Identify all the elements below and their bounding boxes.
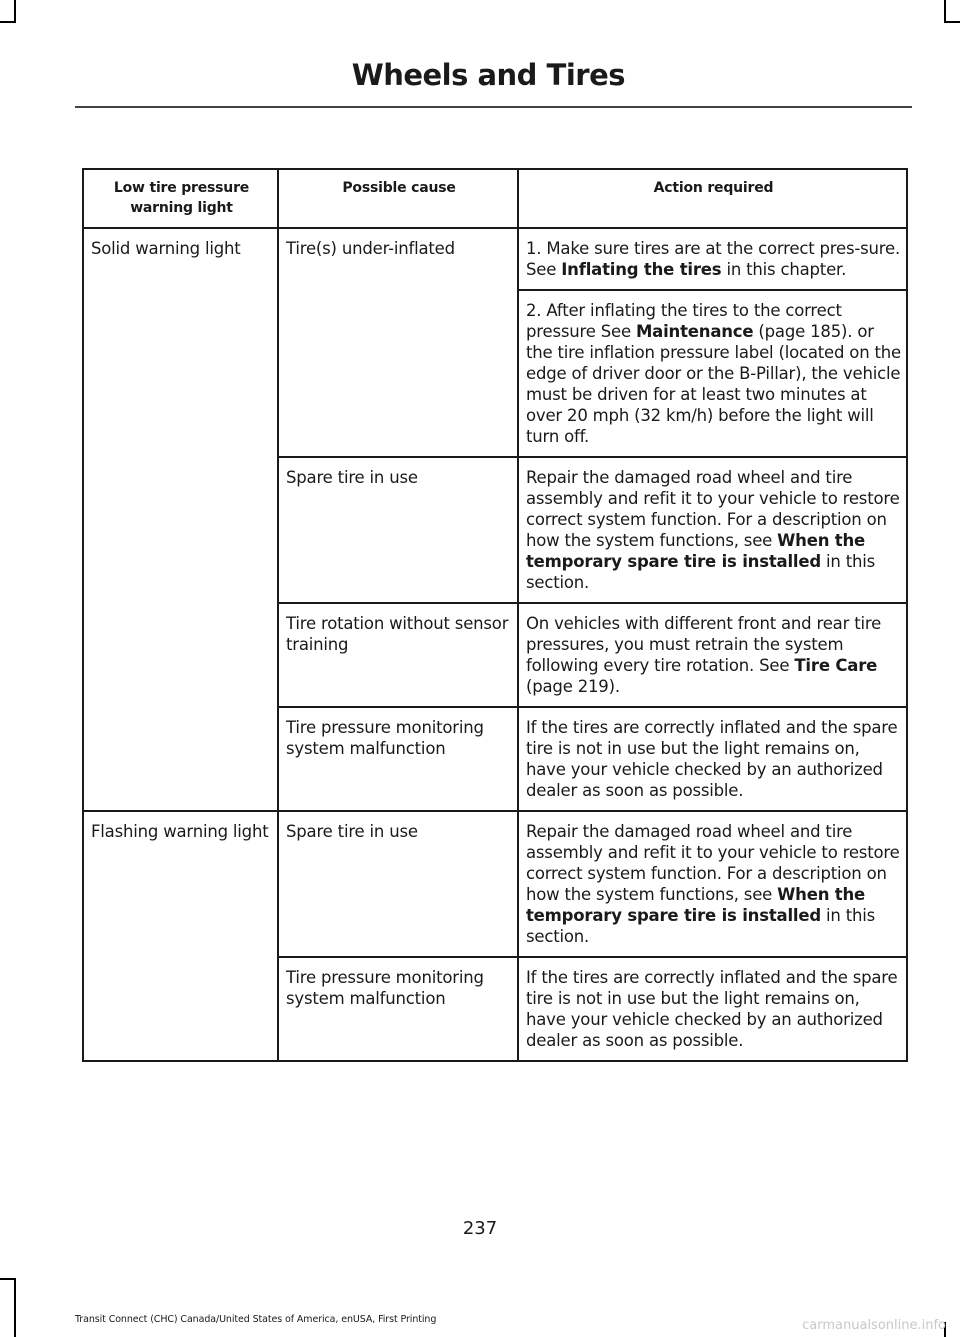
action-text: On vehicles with different front and rear tire pressures, you must retrain the system following every tire rotation. See: [526, 614, 882, 675]
light-cell-solid: Solid warning light: [83, 228, 278, 811]
action-reference: Tire Care: [794, 656, 878, 675]
page-title: Wheels and Tires: [351, 58, 625, 92]
watermark: carmanualsonline.info: [802, 1318, 946, 1333]
table-header-row: [83, 169, 907, 228]
column-header-cause: Possible cause: [278, 169, 518, 228]
footer-edition: Transit Connect (CHC) Canada/United States of America, enUSA, First Printing: [75, 1314, 437, 1325]
action-text-after: in this section.: [526, 906, 876, 946]
column-header-light: Low tire pressure warning light: [83, 169, 278, 228]
action-text-after: in this section.: [526, 552, 876, 592]
action-text: Repair the damaged road wheel and tire assembly and refit it to your vehicle to restore correct system function. For a description on how the system functions, see: [526, 822, 900, 904]
action-text: If the tires are correctly inflated and the spare tire is not in use but the light remains on, have your vehicle checked by an authorized dealer as soon as possible.: [526, 968, 898, 1050]
table-row: [83, 811, 907, 957]
action-text-after: (page 185). or the tire inflation pressure label (located on the edge of driver door or the B-Pillar), the vehicle must be driven for at least two minutes at over 20 mph (32 km/h) before the light will turn off.: [526, 322, 901, 446]
light-cell-flashing: Flashing warning light: [83, 811, 278, 1061]
table-row: [83, 228, 907, 290]
cause-cell: Tire rotation without sensor training: [278, 603, 518, 707]
cause-cell: Tire pressure monitoring system malfunction: [278, 957, 518, 1061]
action-text: If the tires are correctly inflated and the spare tire is not in use but the light remains on, have your vehicle checked by an authorized dealer as soon as possible.: [526, 718, 898, 800]
cause-cell: Tire(s) under-inflated: [278, 228, 518, 457]
cause-cell: Tire pressure monitoring system malfunction: [278, 707, 518, 811]
action-cell: [518, 957, 907, 1061]
action-text: 2. After inflating the tires to the correct pressure See: [526, 301, 842, 341]
action-cell: [518, 290, 907, 457]
action-reference: Maintenance: [635, 322, 754, 341]
action-reference: Inflating the tires: [561, 260, 722, 279]
header-rule: [75, 106, 912, 108]
action-cell: [518, 811, 907, 957]
cause-cell: Spare tire in use: [278, 811, 518, 957]
crop-mark-bottom-left-h: [0, 1278, 16, 1280]
cause-cell: Spare tire in use: [278, 457, 518, 603]
action-cell: [518, 707, 907, 811]
crop-mark-bottom-left-v: [14, 1278, 16, 1337]
crop-mark-top-right-v: [944, 0, 946, 22]
action-text-after: in this chapter.: [721, 260, 847, 279]
column-header-action: Action required: [518, 169, 907, 228]
crop-mark-top-left-v: [14, 0, 16, 22]
crop-mark-top-right-h: [944, 21, 960, 23]
action-text: Repair the damaged road wheel and tire assembly and refit it to your vehicle to restore correct system function. For a description on how the system functions, see: [526, 468, 900, 550]
page-number: 237: [462, 1218, 498, 1239]
action-cell: [518, 457, 907, 603]
action-cell: [518, 603, 907, 707]
action-reference: When the temporary spare tire is installed: [526, 885, 866, 925]
action-text-after: (page 219).: [526, 677, 620, 696]
crop-mark-top-left-h: [0, 21, 16, 23]
action-text: 1. Make sure tires are at the correct pres-sure. See: [526, 239, 901, 279]
tire-pressure-table: [82, 168, 908, 1062]
action-cell: [518, 228, 907, 290]
action-reference: When the temporary spare tire is installed: [526, 531, 866, 571]
